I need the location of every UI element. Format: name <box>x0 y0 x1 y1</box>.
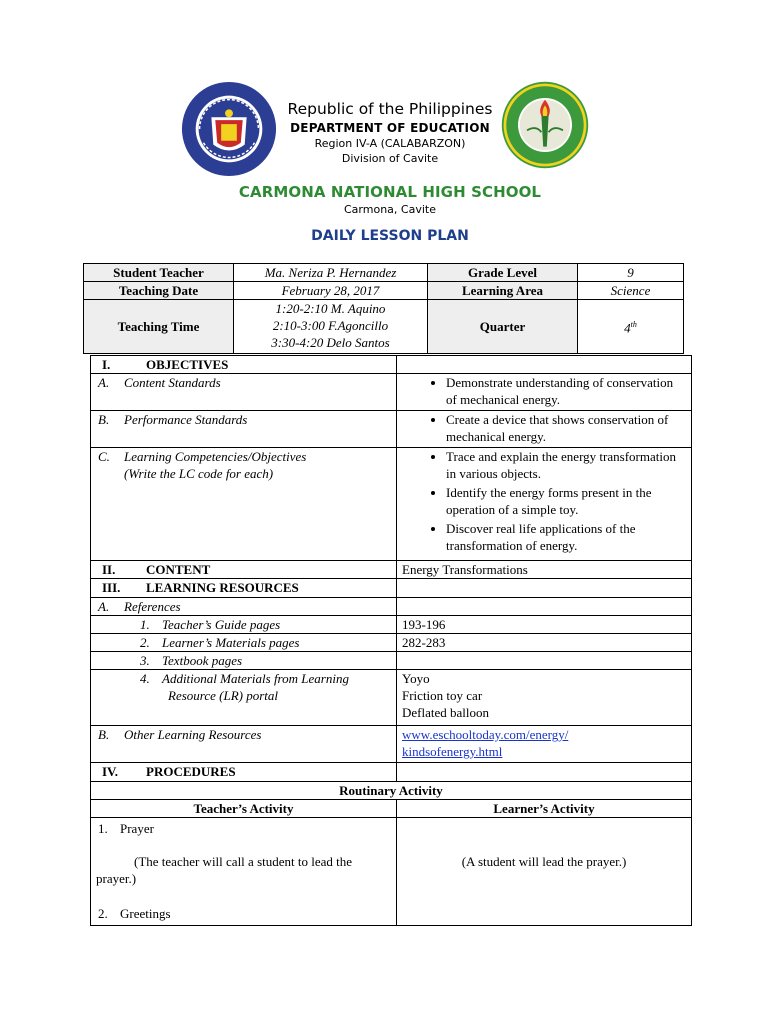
content-heading <box>91 561 397 579</box>
lr-portal-label <box>91 670 397 726</box>
section-number: III. <box>102 580 121 595</box>
empty-cell <box>397 598 692 616</box>
section-title: LEARNING RESOURCES <box>146 580 299 595</box>
item-label: Other Learning Resources <box>124 727 262 742</box>
empty-cell <box>397 356 692 374</box>
learning-area-value: Science <box>578 282 684 300</box>
quarter-label: Quarter <box>428 300 578 354</box>
section-title: CONTENT <box>146 562 211 577</box>
item-letter: A. <box>98 375 110 390</box>
bullet-item: • Discover real life applications of the transformation of energy. <box>446 520 686 554</box>
bullet-item: • Demonstrate understanding of conservation of mechanical energy. <box>446 374 686 408</box>
resource-link[interactable]: kindsofenergy.html <box>402 744 503 759</box>
item-letter: B. <box>98 727 110 742</box>
textbook-label <box>91 652 397 670</box>
school-name: CARMONA NATIONAL HIGH SCHOOL <box>238 183 542 201</box>
item-label: Learning Competencies/Objectives <box>124 449 307 464</box>
section-title: OBJECTIVES <box>146 357 229 372</box>
other-resources-label <box>91 726 397 763</box>
material-item: Friction toy car <box>402 688 483 703</box>
teaching-time-label: Teaching Time <box>84 300 234 354</box>
step-number: 1. <box>98 821 108 836</box>
references-label <box>91 598 397 616</box>
item-letter: C. <box>98 449 110 464</box>
item-label: Additional Materials from Learning <box>162 671 349 686</box>
student-teacher-label: Student Teacher <box>84 264 234 282</box>
item-letter: A. <box>98 599 110 614</box>
teacher-prayer-text: (The teacher will call a student to lead the prayer.) <box>96 854 353 886</box>
lr-portal-value <box>397 670 692 726</box>
department-heading: DEPARTMENT OF EDUCATION <box>290 121 490 135</box>
item-label: Content Standards <box>124 375 221 390</box>
section-title: PROCEDURES <box>146 764 236 779</box>
time-slot: 2:10-3:00 F.Agoncillo <box>272 318 389 333</box>
learner-prayer-text: (A student will lead the prayer.) <box>461 854 627 869</box>
time-slot: 3:30-4:20 Delo Santos <box>271 335 390 350</box>
procedures-heading <box>91 763 397 782</box>
item-label: Performance Standards <box>124 412 248 427</box>
grade-level-label: Grade Level <box>428 264 578 282</box>
performance-standards-value <box>397 411 692 448</box>
routinary-activity-heading: Routinary Activity <box>91 782 692 800</box>
material-item: Yoyo <box>402 671 430 686</box>
item-label: References <box>124 599 181 614</box>
quarter-number: 4 <box>624 320 631 336</box>
section-number: IV. <box>102 764 119 779</box>
learners-materials-value: 282-283 <box>397 634 692 652</box>
competencies-value <box>397 448 692 561</box>
item-number: 3. <box>140 653 150 668</box>
competencies-label <box>91 448 397 561</box>
content-standards-label <box>91 374 397 411</box>
item-note: (Write the LC code for each) <box>124 466 274 481</box>
item-number: 4. <box>140 671 150 686</box>
lesson-plan-table <box>90 355 692 926</box>
quarter-value <box>578 300 684 354</box>
performance-standards-label <box>91 411 397 448</box>
resources-heading <box>91 579 397 598</box>
time-slot: 1:20-2:10 M. Aquino <box>275 301 386 316</box>
content-standards-value <box>397 374 692 411</box>
item-number: 2. <box>140 635 150 650</box>
item-label: Teacher’s Guide pages <box>162 617 281 632</box>
learning-area-label: Learning Area <box>428 282 578 300</box>
student-teacher-value: Ma. Neriza P. Hernandez <box>234 264 428 282</box>
item-number: 1. <box>140 617 150 632</box>
teacher-activity-header: Teacher’s Activity <box>91 800 397 818</box>
section-number: II. <box>102 562 116 577</box>
step-label: Prayer <box>120 821 154 836</box>
content-value: Energy Transformations <box>397 561 692 579</box>
step-number: 2. <box>98 906 108 921</box>
division-line: Division of Cavite <box>341 152 439 165</box>
empty-cell <box>397 579 692 598</box>
learners-materials-label <box>91 634 397 652</box>
item-letter: B. <box>98 412 110 427</box>
item-label-cont: Resource (LR) portal <box>168 688 278 703</box>
bullet-item: • Identify the energy forms present in the operation of a simple toy. <box>446 484 686 518</box>
quarter-suffix: th <box>630 320 637 330</box>
objectives-heading <box>91 356 397 374</box>
bullet-item: • Create a device that shows conservation of mechanical energy. <box>446 411 686 445</box>
teacher-activity-cell <box>91 818 397 926</box>
grade-level-value: 9 <box>578 264 684 282</box>
teachers-guide-label <box>91 616 397 634</box>
teachers-guide-value: 193-196 <box>397 616 692 634</box>
school-location: Carmona, Cavite <box>344 203 436 216</box>
other-resources-value <box>397 726 692 763</box>
empty-cell <box>397 763 692 782</box>
republic-heading: Republic of the Philippines <box>287 100 493 118</box>
resource-link[interactable]: www.eschooltoday.com/energy/ <box>402 727 569 742</box>
learner-activity-cell <box>397 818 692 926</box>
teaching-date-label: Teaching Date <box>84 282 234 300</box>
teaching-date-value: February 28, 2017 <box>234 282 428 300</box>
lesson-info-table <box>83 263 684 354</box>
item-label: Learner’s Materials pages <box>162 635 300 650</box>
item-label: Textbook pages <box>162 653 243 668</box>
document-title: DAILY LESSON PLAN <box>311 228 469 244</box>
region-line: Region IV-A (CALABARZON) <box>314 137 466 150</box>
teaching-time-value <box>234 300 428 354</box>
bullet-item: • Trace and explain the energy transformation in various objects. <box>446 448 686 482</box>
learner-activity-header: Learner’s Activity <box>397 800 692 818</box>
textbook-value <box>397 652 692 670</box>
step-label: Greetings <box>120 906 171 921</box>
section-number: I. <box>102 357 111 372</box>
material-item: Deflated balloon <box>402 705 489 720</box>
